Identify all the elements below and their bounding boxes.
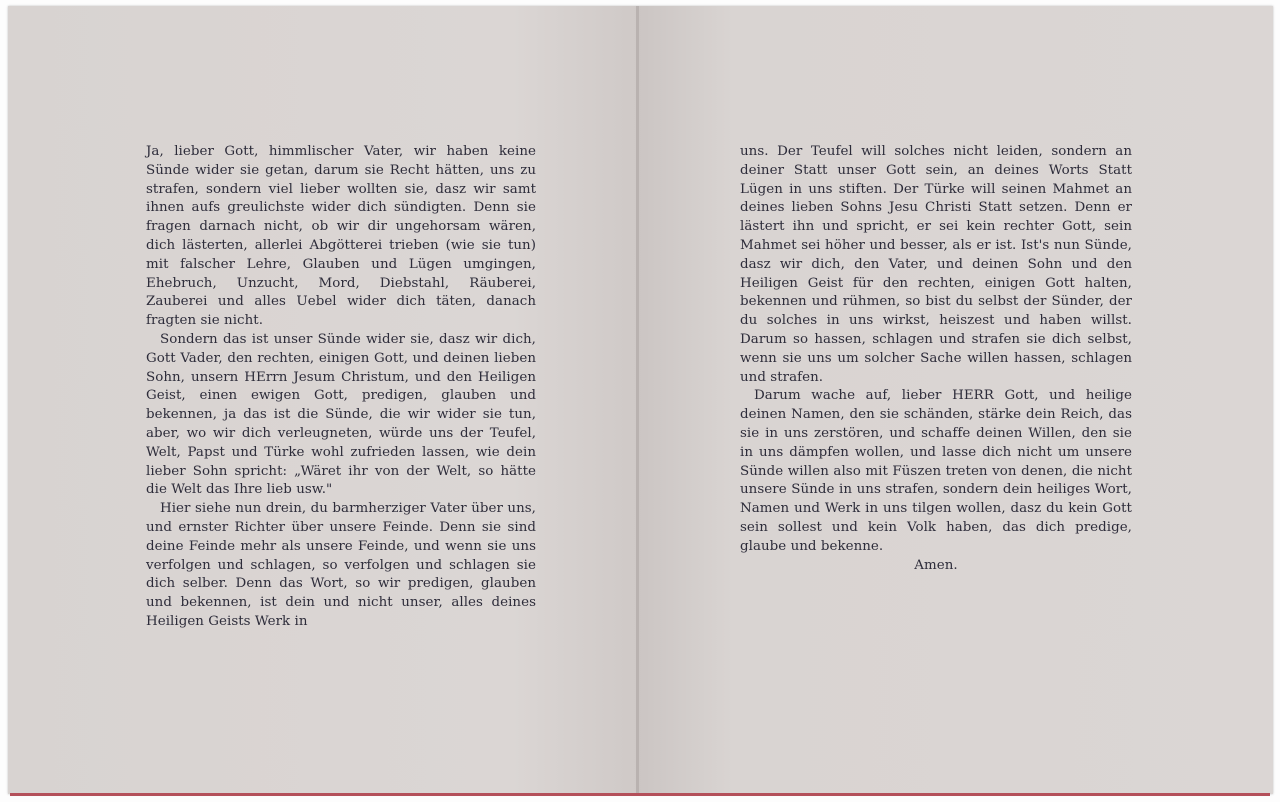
paragraph: Darum wache auf, lieber HERR Gott, und heilige deinen Namen, den sie schänden, stärke dein Reich, das sie in uns zerstören, und schaffe deinen Willen, den sie in uns dämpfen wollen, und lasse dich nicht um unsere Sünde willen also mit Füszen treten von denen, die nicht unsere Sünde in uns strafen, sondern dein heiliges Wort, Namen und Werk in uns tilgen wollen, dasz du kein Gott sein sollest und kein Volk haben, das dich predige, glaube und bekenne. — [740, 388, 1132, 554]
closing-line: Amen. — [914, 557, 958, 573]
book-gutter — [636, 6, 639, 794]
left-page-text — [146, 143, 536, 632]
right-page-text — [740, 143, 1132, 575]
paragraph: Ja, lieber Gott, himmlischer Vater, wir haben keine Sünde wider sie getan, darum sie Recht hätten, uns zu strafen, sondern viel lieber wollten sie, dasz wir samt ihnen aufs greulichste wider dich sündigten. Denn sie fragen darnach nicht, ob wir dir ungehorsam wären, dich lästerten, allerlei Abgötterei trieben (wie sie tun) mit falscher Lehre, Glauben und Lügen umgingen, Ehebruch, Unzucht, Mord, Diebstahl, Räuberei, Zauberei und alles Uebel wider dich täten, danach fragten sie nicht. — [146, 144, 536, 329]
paragraph: Hier siehe nun drein, du barmherziger Vater über uns, und ernster Richter über unsere Feinde. Denn sie sind deine Feinde mehr als unsere Feinde, und wenn sie uns verfolgen und schlagen, so verfolgen und schlagen sie dich selber. Denn das Wort, so wir predigen, glauben und bekennen, ist dein und nicht unser, alles deines Heiligen Geists Werk in — [146, 501, 536, 629]
cover-edge — [10, 793, 1270, 796]
paragraph: uns. Der Teufel will solches nicht leiden, sondern an deiner Statt unser Gott sein, an deines Worts Statt Lügen in uns stiften. Der Türke will seinen Mahmet an deines lieben Sohns Jesu Christi Statt setzen. Denn er lästert ihn und spricht, er sei kein rechter Gott, sein Mahmet sei höher und besser, als er ist. Ist's nun Sünde, dasz wir dich, den Vater, und deinen Sohn und den Heiligen Geist für den rechten, einigen Gott halten, bekennen und rühmen, so bist du selbst der Sünder, der du solches in uns wirkst, heiszest und haben willst. Darum so hassen, schlagen und strafen sie dich selbst, wenn sie uns um solcher Sache willen hassen, schlagen und strafen. — [740, 144, 1132, 385]
paragraph: Sondern das ist unser Sünde wider sie, dasz wir dich, Gott Vader, den rechten, einigen Gott, und deinen lieben Sohn, unsern HErrn Jesum Christum, und den Heiligen Geist, einen ewigen Gott, predigen, glauben und bekennen, ja das ist die Sünde, die wir wider sie tun, aber, wo wir dich verleugneten, würde uns der Teufel, Welt, Papst und Türke wohl zufrieden lassen, wie dein lieber Sohn spricht: „Wäret ihr von der Welt, so hätte die Welt das Ihre lieb usw." — [146, 331, 536, 498]
